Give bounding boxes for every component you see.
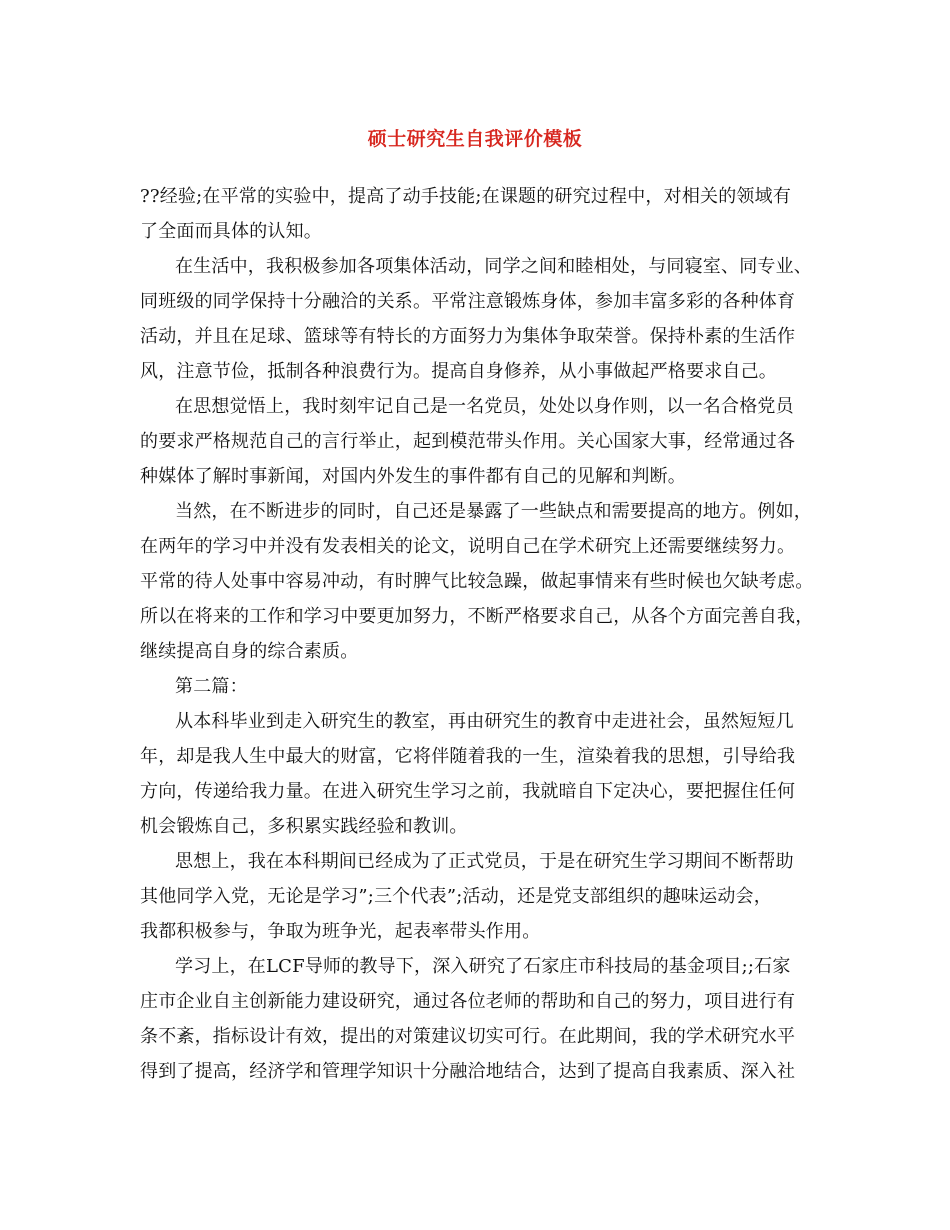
text-line: 在生活中，我积极参加各项集体活动，同学之间和睦相处，与同寝室、同专业、 [175,256,812,277]
text-line: 在两年的学习中并没有发表相关的论文，说明自己在学术研究上还需要继续努力。 [140,536,796,557]
text-line: 机会锻炼自己，多积累实践经验和教训。 [140,816,468,837]
text-line: 平常的待人处事中容易冲动，有时脾气比较急躁，做起事情来有些时候也欠缺考虑。 [140,571,814,592]
text-line: 当然，在不断进步的同时，自己还是暴露了一些缺点和需要提高的地方。例如， [175,501,812,522]
text-line: 所以在将来的工作和学习中要更加努力，不断严格要求自己，从各个方面完善自我， [140,606,814,627]
text-line: 方向，传递给我力量。在进入研究生学习之前，我就暗自下定决心，要把握住任何 [140,781,796,802]
text-line: 学习上，在LCF导师的教导下，深入研究了石家庄市科技局的基金项目;;石家 [175,956,791,977]
section-heading: 第二篇： [175,676,248,697]
text-line: 庄市企业自主创新能力建设研究，通过各位老师的帮助和自己的努力，项目进行有 [140,991,796,1012]
document-title: 硕士研究生自我评价模板 [367,128,583,150]
text-line: 我都积极参与，争取为班争光，起表率带头作用。 [140,921,541,942]
text-line: 在思想觉悟上，我时刻牢记自己是一名党员，处处以身作则，以一名合格党员 [175,396,794,417]
text-line: 从本科毕业到走入研究生的教室，再由研究生的教育中走进社会，虽然短短几 [175,711,794,732]
text-line: 种媒体了解时事新闻，对国内外发生的事件都有自己的见解和判断。 [140,466,686,487]
text-line: 同班级的同学保持十分融洽的关系。平常注意锻炼身体，参加丰富多彩的各种体育 [140,291,796,312]
text-line: 其他同学入党，无论是学习”;三个代表”;活动，还是党支部组织的趣味运动会， [140,886,772,907]
text-line: 了全面而具体的认知。 [140,221,322,242]
text-line: 活动，并且在足球、篮球等有特长的方面努力为集体争取荣誉。保持朴素的生活作 [140,326,796,347]
text-line: 年，却是我人生中最大的财富，它将伴随着我的一生，渲染着我的思想，引导给我 [140,746,796,767]
text-line: 继续提高自身的综合素质。 [140,641,359,662]
text-line: 风，注意节俭，抵制各种浪费行为。提高自身修养，从小事做起严格要求自己。 [140,361,777,382]
text-line: ??经验;在平常的实验中，提高了动手技能;在课题的研究过程中，对相关的领域有 [140,186,792,207]
text-line: 的要求严格规范自己的言行举止，起到模范带头作用。关心国家大事，经常通过各 [140,431,796,452]
text-line: 得到了提高，经济学和管理学知识十分融洽地结合，达到了提高自我素质、深入社 [140,1061,796,1082]
text-line: 条不紊，指标设计有效，提出的对策建议切实可行。在此期间，我的学术研究水平 [140,1026,796,1047]
text-line: 思想上，我在本科期间已经成为了正式党员，于是在研究生学习期间不断帮助 [175,851,794,872]
